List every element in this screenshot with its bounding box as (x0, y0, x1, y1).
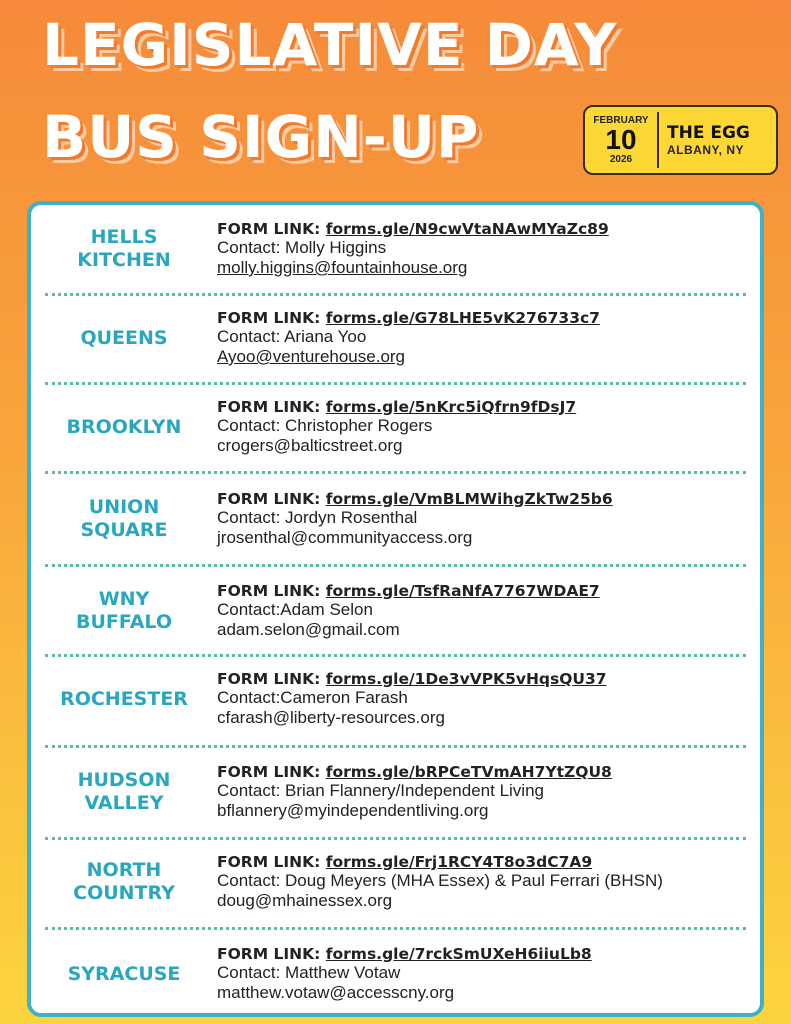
location-info (217, 220, 609, 279)
form-link-line (217, 763, 612, 781)
location-row (31, 475, 760, 563)
event-month: FEBRUARY (593, 115, 649, 126)
form-link[interactable]: forms.gle/Frj1RCY4T8o3dC7A9 (325, 852, 593, 871)
location-name: WNY BUFFALO (76, 588, 172, 633)
location-name: NORTH COUNTRY (73, 859, 175, 904)
form-link-label: FORM LINK: (217, 219, 321, 238)
location-info (217, 945, 592, 1004)
contact-name: Contact: Ariana Yoo (217, 326, 367, 346)
page-title-line-2: BUS SIGN-UP (42, 103, 480, 171)
contact-email[interactable]: adam.selon@gmail.com (217, 620, 400, 639)
form-link[interactable]: forms.gle/VmBLMWihgZkTw25b6 (325, 489, 613, 508)
form-link[interactable]: forms.gle/bRPCeTVmAH7YtZQU8 (325, 762, 612, 781)
event-date (585, 112, 659, 168)
location-name: BROOKLYN (66, 415, 182, 438)
location-info (217, 398, 576, 457)
form-link-line (217, 490, 613, 508)
venue-city: ALBANY, NY (667, 143, 745, 157)
contact-name: Contact: Christopher Rogers (217, 415, 433, 435)
contact-name: Contact: Brian Flannery/Independent Living (217, 780, 544, 800)
location-row (31, 205, 760, 293)
signup-card (27, 201, 764, 1017)
location-row (31, 383, 760, 471)
form-link[interactable]: forms.gle/G78LHE5vK276733c7 (325, 308, 600, 327)
location-row (31, 567, 760, 655)
event-year: 2026 (609, 154, 633, 165)
location-row (31, 930, 760, 1017)
contact-name: Contact:Cameron Farash (217, 687, 408, 707)
contact-email[interactable]: doug@mhainessex.org (217, 891, 393, 910)
form-link[interactable]: forms.gle/TsfRaNfA7767WDAE7 (325, 581, 600, 600)
form-link-line (217, 220, 609, 238)
form-link-line (217, 853, 663, 871)
row-divider (45, 745, 746, 748)
location-row (31, 838, 760, 926)
form-link[interactable]: forms.gle/5nKrc5iQfrn9fDsJ7 (325, 397, 577, 416)
form-link-label: FORM LINK: (217, 852, 321, 871)
contact-email[interactable]: Ayoo@venturehouse.org (217, 347, 406, 366)
row-divider (45, 471, 746, 474)
form-link-label: FORM LINK: (217, 669, 321, 688)
event-day: 10 (605, 124, 637, 155)
contact-email[interactable]: crogers@balticstreet.org (217, 436, 403, 455)
contact-name: Contact:Adam Selon (217, 599, 373, 619)
contact-email[interactable]: matthew.votaw@accesscny.org (217, 983, 455, 1002)
form-link[interactable]: forms.gle/1De3vVPK5vHqsQU37 (325, 669, 607, 688)
event-venue (659, 123, 750, 157)
location-name: ROCHESTER (60, 687, 188, 710)
contact-name: Contact: Doug Meyers (MHA Essex) & Paul Ferrari (BHSN) (217, 870, 663, 890)
form-link-label: FORM LINK: (217, 944, 321, 963)
row-divider (45, 564, 746, 567)
form-link-label: FORM LINK: (217, 489, 321, 508)
location-name: HELLS KITCHEN (77, 226, 171, 271)
location-name: UNION SQUARE (80, 496, 168, 541)
row-divider (45, 382, 746, 385)
form-link-label: FORM LINK: (217, 308, 321, 327)
contact-name: Contact: Molly Higgins (217, 237, 387, 257)
page-title-line-1: LEGISLATIVE DAY (42, 11, 618, 79)
event-badge (583, 105, 778, 175)
row-divider (45, 654, 746, 657)
contact-email[interactable]: cfarash@liberty-resources.org (217, 708, 445, 727)
contact-email[interactable]: jrosenthal@communityaccess.org (217, 528, 473, 547)
venue-name: THE EGG (667, 123, 750, 143)
contact-email[interactable]: bflannery@myindependentliving.org (217, 801, 489, 820)
form-link[interactable]: forms.gle/N9cwVtaNAwMYaZc89 (325, 219, 609, 238)
form-link-line (217, 582, 600, 600)
location-name: HUDSON VALLEY (77, 769, 171, 814)
form-link-line (217, 670, 607, 688)
form-link-line (217, 945, 592, 963)
form-link-label: FORM LINK: (217, 762, 321, 781)
form-link-label: FORM LINK: (217, 581, 321, 600)
form-link-label: FORM LINK: (217, 397, 321, 416)
location-info (217, 582, 600, 641)
location-info (217, 853, 663, 912)
location-info (217, 670, 607, 729)
contact-email[interactable]: molly.higgins@fountainhouse.org (217, 258, 468, 277)
location-name: SYRACUSE (67, 962, 181, 985)
location-name: QUEENS (80, 326, 168, 349)
form-link-line (217, 398, 576, 416)
form-link[interactable]: forms.gle/7rckSmUXeH6iiuLb8 (325, 944, 592, 963)
contact-name: Contact: Jordyn Rosenthal (217, 507, 418, 527)
location-row (31, 294, 760, 382)
row-divider (45, 293, 746, 296)
location-info (217, 763, 612, 822)
location-row (31, 748, 760, 836)
location-info (217, 309, 600, 368)
location-row (31, 655, 760, 743)
row-divider (45, 927, 746, 930)
row-divider (45, 837, 746, 840)
contact-name: Contact: Matthew Votaw (217, 962, 401, 982)
form-link-line (217, 309, 600, 327)
location-info (217, 490, 613, 549)
